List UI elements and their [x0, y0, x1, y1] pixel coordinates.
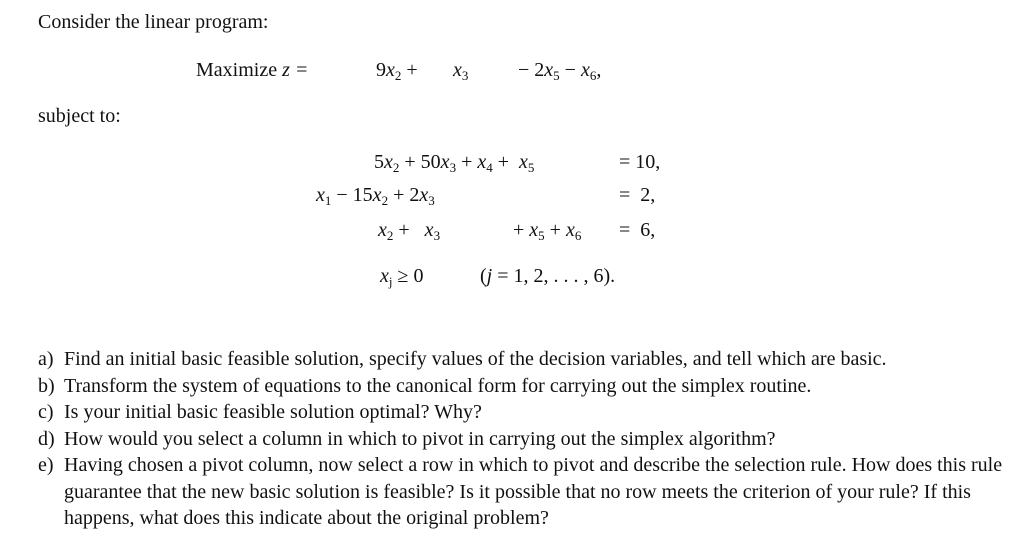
c2-coef-2: + 2: [388, 184, 420, 206]
c3-plus-2: +: [513, 219, 530, 241]
objective-term-x3: $x_3$: [453, 59, 469, 83]
question-mark-a: a): [38, 348, 54, 370]
subject-to-label: subject to:: [38, 105, 121, 127]
objective-minus-2: − 2: [518, 59, 545, 81]
nonneg-paren: (: [480, 265, 487, 287]
c3-plus-1: +: [393, 219, 415, 241]
nonneg-ge: ≥ 0: [392, 265, 424, 287]
constraint-2-rhs: = 2,: [619, 184, 656, 206]
c1-plus-2: +: [492, 151, 515, 173]
question-item: [38, 452, 1008, 532]
question-item: [38, 346, 1008, 373]
question-text-e: Having chosen a pivot column, now select a row in which to pivot and describe the selection rule. How does this rule guarantee that the new basic solution is feasible? Is it possible that no row meets the criterion of your rule? If this happens, what does this indicate about the original problem?: [64, 454, 1003, 529]
question-item: [38, 426, 1008, 453]
nonneg-constraint: $x_j \ge 0$: [380, 265, 424, 289]
objective-term-x5-x6: − $2x_5 - x_6$,: [518, 59, 602, 83]
objective-term-x2: $9x_2$ +: [376, 59, 418, 83]
constraint-1-rhs: = 10,: [619, 151, 661, 173]
c1-plus-1: +: [456, 151, 478, 173]
c2-coef-15: − 15: [331, 184, 373, 206]
question-text-c: Is your initial basic feasible solution optimal? Why?: [64, 401, 482, 423]
c1-coef-5: 5: [374, 151, 384, 173]
coef-9: 9: [376, 59, 386, 81]
question-list: [38, 346, 1008, 532]
question-item: [38, 373, 1008, 400]
objective-minus: −: [564, 59, 581, 81]
objective-plus: +: [406, 59, 418, 81]
question-text-d: How would you select a column in which to pivot in carrying out the simplex algorithm?: [64, 427, 776, 450]
question-mark-d: d): [38, 427, 55, 450]
constraint-1-lhs: $5x_2 + 50x_3 + x_4 + x_5$: [374, 151, 535, 175]
intro-text: Consider the linear program:: [38, 11, 269, 33]
objective-label: [196, 60, 308, 80]
constraint-2-lhs: $x_1 - 15x_2 + 2x_3$: [316, 184, 435, 208]
constraint-3-lhs-b: + $x_5 + x_6$: [513, 219, 582, 243]
question-mark-e: e): [38, 454, 54, 476]
question-mark-c: c): [38, 401, 54, 423]
question-text-a: Find an initial basic feasible solution, specify values of the decision variables, and tell which are basic.: [64, 348, 887, 370]
nonneg-range: (j = 1, 2, . . . , 6).: [480, 265, 616, 287]
constraint-3-lhs-a: $x_2 + x_3$: [378, 219, 441, 243]
question-mark-b: b): [38, 374, 55, 397]
c3-plus-3: +: [544, 219, 566, 241]
maximize-word: Maximize: [196, 59, 278, 81]
objective-z-equals: z =: [282, 59, 309, 81]
c1-coef-50: + 50: [399, 151, 441, 173]
constraint-3-rhs: = 6,: [619, 219, 656, 241]
objective-comma: ,: [596, 59, 602, 81]
question-text-b: Transform the system of equations to the canonical form for carrying out the simplex routine.: [64, 374, 812, 397]
nonneg-range-values: = 1, 2, . . . , 6).: [492, 265, 616, 287]
question-item: [38, 399, 1008, 426]
